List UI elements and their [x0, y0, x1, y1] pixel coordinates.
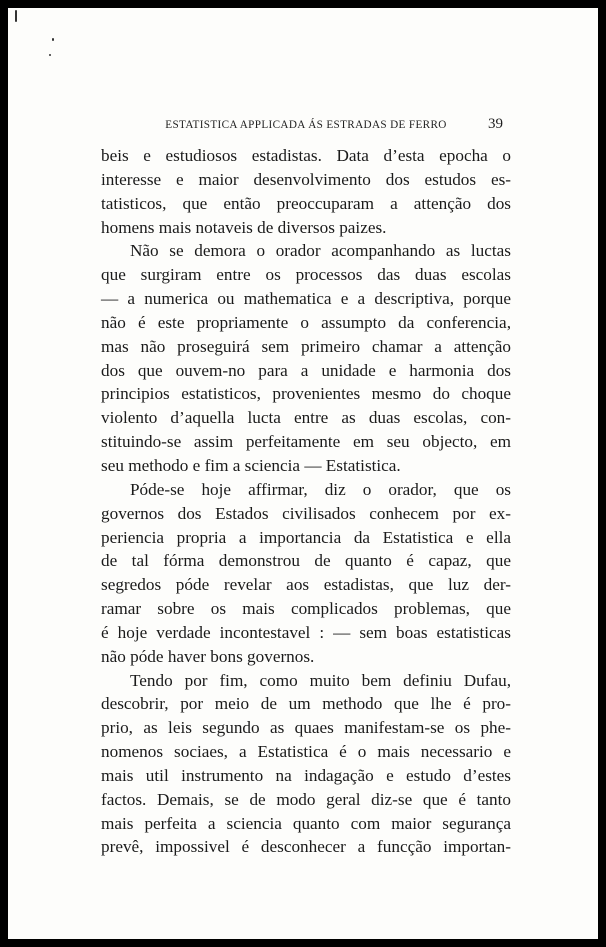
- text-line: descobrir, por meio de um methodo que lhe é pro-: [101, 694, 511, 714]
- body-text: [101, 144, 511, 859]
- margin-speck: [15, 10, 17, 22]
- book-page: [8, 8, 598, 939]
- text-line: não é este propriamente o assumpto da conferencia,: [101, 312, 511, 332]
- text-line: segredos póde revelar aos estadistas, que luz der-: [101, 575, 511, 595]
- text-line: — a numerica ou mathematica e a descriptiva, porque: [101, 289, 511, 309]
- text-line: beis e estudiosos estadistas. Data d’esta epocha o: [101, 146, 511, 165]
- text-line: é hoje verdade incontestavel : — sem boas estatisticas: [101, 622, 511, 642]
- text-line: não póde haver bons governos.: [101, 646, 315, 666]
- text-line: violento d’aquella lucta entre as duas escolas, con-: [101, 408, 511, 428]
- running-head: ESTATISTICA APPLICADA ÁS ESTRADAS DE FERRO: [165, 119, 447, 131]
- text-line: homens mais notaveis de diversos paizes.: [101, 217, 387, 237]
- paragraph-first-line: Póde-se hoje affirmar, diz o orador, que os: [130, 479, 511, 499]
- paragraph-first-line: Tendo por fim, como muito bem definiu Dufau,: [130, 670, 511, 690]
- text-line: tatisticos, que então preoccuparam a attenção dos: [101, 193, 511, 213]
- paragraph-first-line: Não se demora o orador acompanhando as luctas: [130, 241, 511, 261]
- margin-speck: [49, 54, 51, 56]
- text-line: stituindo-se assim perfeitamente em seu objecto, em: [101, 432, 511, 452]
- text-line: de tal fórma demonstrou de quanto é capaz, que: [101, 551, 511, 571]
- text-line: mais perfeita a sciencia quanto com maior segurança: [101, 813, 511, 833]
- text-line: principios estatisticos, provenientes mesmo do choque: [101, 384, 511, 404]
- text-line: que surgiram entre os processos das duas escolas: [101, 265, 511, 285]
- page-number: 39: [488, 116, 503, 132]
- text-line: nomenos sociaes, a Estatistica é o mais necessario e: [101, 742, 511, 762]
- text-line: factos. Demais, se de modo geral diz-se que é tanto: [101, 789, 511, 809]
- text-line: seu methodo e fim a sciencia — Estatistica.: [101, 455, 401, 475]
- text-line: interesse e maior desenvolvimento dos estudos es-: [101, 169, 511, 189]
- text-line: prio, as leis segundo as quaes manifestam-se os phe-: [101, 718, 511, 738]
- text-line: dos que ouvem-no para a unidade e harmonia dos: [101, 360, 511, 380]
- text-line: prevê, impossivel é desconhecer a funcção importan-: [101, 837, 511, 857]
- text-line: periencia propria a importancia da Estatistica e ella: [101, 527, 511, 547]
- text-line: mais util instrumento na indagação e estudo d’estes: [101, 765, 511, 785]
- text-line: governos dos Estados civilisados conhecem por ex-: [101, 503, 511, 523]
- margin-speck: [52, 38, 54, 41]
- text-line: mas não proseguirá sem primeiro chamar a attenção: [101, 336, 511, 356]
- text-line: ramar sobre os mais complicados problemas, que: [101, 599, 511, 619]
